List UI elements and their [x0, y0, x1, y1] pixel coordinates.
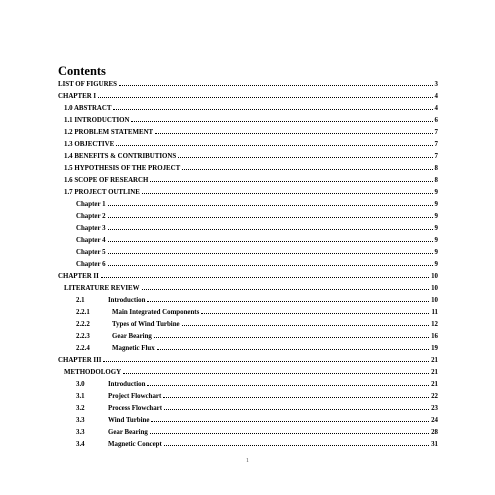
toc-entry-label: Chapter 1 [76, 201, 106, 209]
toc-entry-page-number: 9 [434, 249, 438, 257]
toc-entry-label: 1.2 PROBLEM STATEMENT [64, 129, 154, 137]
toc-entry-page-number: 6 [434, 117, 438, 125]
toc-entry-label: 1.1 INTRODUCTION [64, 117, 130, 125]
toc-entry-label: Process Flowchart [108, 405, 163, 413]
dot-leader [182, 325, 430, 326]
dot-leader [150, 181, 432, 182]
dot-leader [108, 205, 433, 206]
dot-leader [103, 361, 429, 362]
toc-entry-page-number: 10 [431, 297, 438, 305]
toc-entry-page-number: 9 [434, 261, 438, 269]
toc-entry-page-number: 16 [431, 333, 438, 341]
toc-entry[interactable] [58, 88, 438, 100]
toc-entry-number: 3.4 [76, 441, 85, 449]
toc-entry-page-number: 21 [431, 381, 438, 389]
toc-entry-label: 1.3 OBJECTIVE [64, 141, 115, 149]
toc-entry[interactable] [58, 100, 438, 112]
toc-entry-page-number: 9 [434, 201, 438, 209]
toc-entry-label: Chapter 6 [76, 261, 106, 269]
dot-leader [147, 385, 429, 386]
toc-entry[interactable] [58, 352, 438, 364]
dot-leader [108, 217, 433, 218]
toc-entry-page-number: 28 [431, 429, 438, 437]
page-number: 1 [246, 458, 249, 464]
toc-entry-label: Chapter 5 [76, 249, 106, 257]
toc-entry[interactable] [58, 208, 438, 220]
toc-entry-page-number: 21 [431, 369, 438, 377]
toc-entry-number: 3.2 [76, 405, 85, 413]
toc-entry-label: Gear Bearing [112, 333, 152, 341]
dot-leader [142, 289, 430, 290]
toc-entry[interactable] [58, 136, 438, 148]
toc-entry-page-number: 7 [434, 129, 438, 137]
toc-entry-number: 3.1 [76, 393, 85, 401]
toc-entry-page-number: 31 [431, 441, 438, 449]
toc-entry-page-number: 21 [431, 357, 438, 365]
dot-leader [116, 145, 432, 146]
toc-entry-page-number: 8 [434, 177, 438, 185]
toc-entry[interactable] [58, 76, 438, 88]
toc-entry-label: 1.6 SCOPE OF RESEARCH [64, 177, 149, 185]
toc-entry-number: 2.1 [76, 297, 85, 305]
toc-entry-page-number: 12 [431, 321, 438, 329]
toc-entry[interactable] [58, 160, 438, 172]
toc-entry-label: 1.0 ABSTRACT [64, 105, 112, 113]
toc-entry[interactable] [58, 424, 438, 436]
toc-entry-label: Chapter 4 [76, 237, 106, 245]
toc-entry[interactable] [58, 112, 438, 124]
toc-entry-page-number: 4 [434, 105, 438, 113]
toc-entry[interactable] [58, 148, 438, 160]
toc-entry-page-number: 7 [434, 153, 438, 161]
toc-entry-page-number: 9 [434, 189, 438, 197]
dot-leader [150, 433, 429, 434]
dot-leader [101, 277, 429, 278]
toc-entry[interactable] [58, 268, 438, 280]
toc-entry[interactable] [58, 124, 438, 136]
toc-entry[interactable] [58, 292, 438, 304]
dot-leader [164, 409, 429, 410]
toc-entry-page-number: 19 [431, 345, 438, 353]
dot-leader [123, 373, 429, 374]
toc-entry-label: CHAPTER I [58, 93, 97, 101]
toc-entry-label: Introduction [108, 297, 146, 305]
toc-entry-page-number: 23 [431, 405, 438, 413]
toc-entry-label: Gear Bearing [108, 429, 148, 437]
toc-entry-page-number: 9 [434, 225, 438, 233]
dot-leader [201, 313, 429, 314]
dot-leader [147, 301, 429, 302]
dot-leader [164, 445, 429, 446]
toc-entry[interactable] [58, 436, 438, 448]
dot-leader [113, 109, 432, 110]
toc-entry-number: 2.2.1 [76, 309, 90, 317]
toc-entry-label: LITERATURE REVIEW [64, 285, 140, 293]
dot-leader [155, 133, 432, 134]
dot-leader [108, 241, 433, 242]
toc-entry[interactable] [58, 364, 438, 376]
dot-leader [154, 337, 429, 338]
toc-entry-label: Magnetic Flux [112, 345, 155, 353]
toc-entry-number: 3.3 [76, 429, 85, 437]
dot-leader [163, 397, 429, 398]
toc-entry-label: 1.5 HYPOTHESIS OF THE PROJECT [64, 165, 181, 173]
toc-entry-page-number: 10 [431, 273, 438, 281]
toc-entry[interactable] [58, 244, 438, 256]
toc-entry[interactable] [58, 400, 438, 412]
toc-entry-page-number: 22 [431, 393, 438, 401]
toc-entry[interactable] [58, 184, 438, 196]
dot-leader [131, 121, 432, 122]
toc-entry-label: Chapter 2 [76, 213, 106, 221]
toc-entry-page-number: 11 [431, 309, 438, 317]
dot-leader [108, 265, 433, 266]
toc-title: Contents [58, 64, 106, 78]
toc-entry[interactable] [58, 172, 438, 184]
toc-entry-page-number: 10 [431, 285, 438, 293]
dot-leader [98, 97, 432, 98]
toc-entry-label: Wind Turbine [108, 417, 150, 425]
toc-entry[interactable] [58, 220, 438, 232]
toc-entry[interactable] [58, 256, 438, 268]
toc-entry[interactable] [58, 196, 438, 208]
toc-entry-label: CHAPTER II [58, 273, 99, 281]
toc-entry[interactable] [58, 340, 438, 352]
toc-entry-number: 3.3 [76, 417, 85, 425]
toc-entry-label: Types of Wind Turbine [112, 321, 180, 329]
dot-leader [182, 169, 432, 170]
toc-entry-page-number: 4 [434, 93, 438, 101]
toc-entry-number: 2.2.2 [76, 321, 90, 329]
toc-entry-label: 1.7 PROJECT OUTLINE [64, 189, 140, 197]
toc-entry-label: Chapter 3 [76, 225, 106, 233]
toc-entry[interactable] [58, 388, 438, 400]
dot-leader [108, 253, 433, 254]
toc-entry[interactable] [58, 232, 438, 244]
toc-entry[interactable] [58, 376, 438, 388]
toc-entry-page-number: 7 [434, 141, 438, 149]
toc-entry-page-number: 3 [434, 81, 438, 89]
dot-leader [157, 349, 429, 350]
dot-leader [178, 157, 432, 158]
toc-entry-label: Magnetic Concept [108, 441, 162, 449]
toc-entry[interactable] [58, 280, 438, 292]
toc-entry-page-number: 24 [431, 417, 438, 425]
toc-entry-label: Main Integrated Components [112, 309, 200, 317]
toc-entry-label: CHAPTER III [58, 357, 102, 365]
toc-entry-label: Introduction [108, 381, 146, 389]
toc-entry[interactable] [58, 304, 438, 316]
toc-entry-label: Project Flowchart [108, 393, 162, 401]
toc-entry[interactable] [58, 328, 438, 340]
dot-leader [151, 421, 429, 422]
table-of-contents [58, 76, 438, 448]
toc-entry-label: LIST OF FIGURES [58, 81, 117, 89]
toc-entry-number: 2.2.4 [76, 345, 90, 353]
dot-leader [108, 229, 433, 230]
toc-entry-number: 2.2.3 [76, 333, 90, 341]
dot-leader [119, 85, 433, 86]
toc-entry-label: METHODOLOGY [64, 369, 122, 377]
dot-leader [142, 193, 433, 194]
toc-entry-page-number: 8 [434, 165, 438, 173]
toc-entry-label: 1.4 BENEFITS & CONTRIBUTIONS [64, 153, 177, 161]
toc-entry-page-number: 9 [434, 237, 438, 245]
toc-entry-page-number: 9 [434, 213, 438, 221]
toc-entry-number: 3.0 [76, 381, 85, 389]
toc-entry[interactable] [58, 412, 438, 424]
toc-entry[interactable] [58, 316, 438, 328]
